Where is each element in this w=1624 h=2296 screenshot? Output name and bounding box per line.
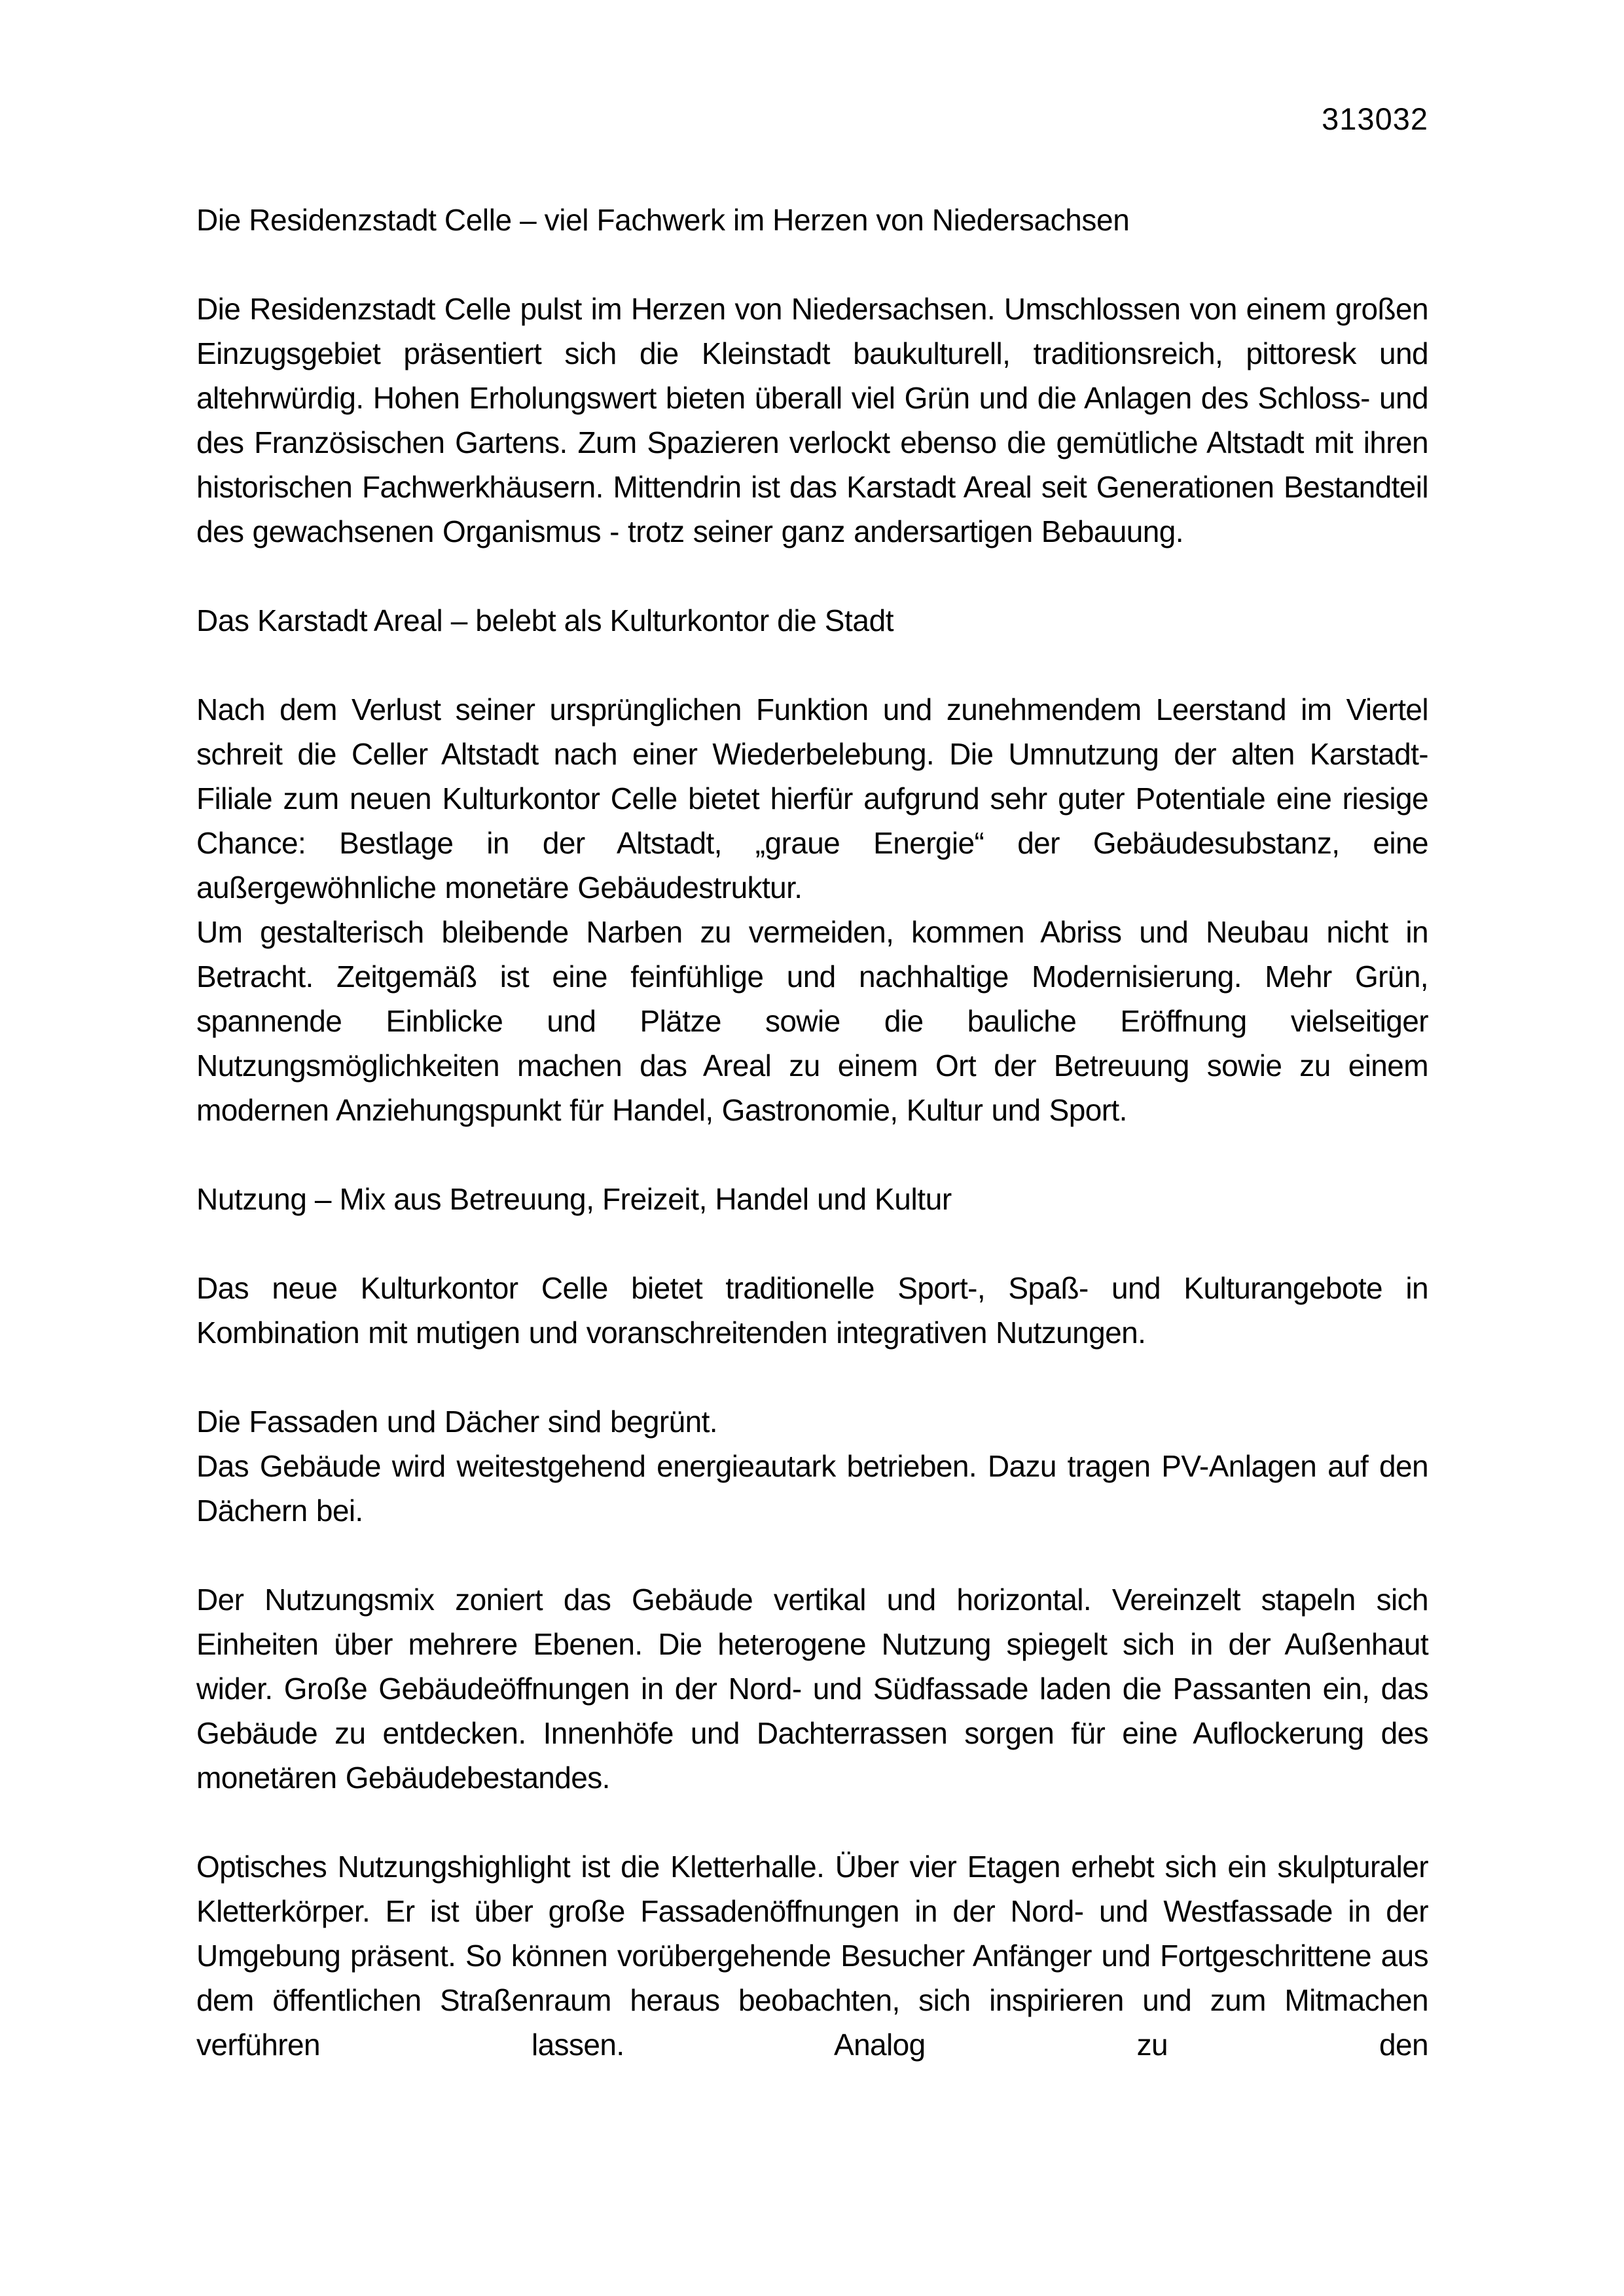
body-paragraph: Das Gebäude wird weitestgehend energieautark betrieben. Dazu tragen PV-Anlagen auf den Dächern bei. [196,1449,1428,1528]
section-heading: Das Karstadt Areal – belebt als Kulturkontor die Stadt [196,603,894,637]
body-paragraph: Um gestalterisch bleibende Narben zu vermeiden, kommen Abriss und Neubau nicht in Betracht. Zeitgemäß ist eine feinfühlige und nachhaltige Modernisierung. Mehr Grün, spannende Einblicke und Plätze sowie die bauliche Eröffnung vielseitiger Nutzungsmöglichkeiten machen das Areal zu einem Ort der Betreuung sowie zu einem modernen Anziehungspunkt für Handel, Gastronomie, Kultur und Sport. [196,915,1428,1127]
document-body [196,198,1428,2067]
section-residenzstadt-celle [196,198,1428,598]
body-paragraph: Optisches Nutzungshighlight ist die Kletterhalle. Über vier Etagen erhebt sich ein skulpturaler Kletterkörper. Er ist über große Fassadenöffnungen in der Nord- und Westfassade in der Umgebung präsent. So können vorübergehende Besucher Anfänger und Fortgeschrittene aus dem öffentlichen Straßenraum heraus beobachten, sich inspirieren und zum Mitmachen verführen lassen. Analog zu den [196,1850,1428,2062]
section-karstadt-areal [196,598,1428,1177]
body-paragraph: Der Nutzungsmix zoniert das Gebäude vertikal und horizontal. Vereinzelt stapeln sich Einheiten über mehrere Ebenen. Die heterogene Nutzung spiegelt sich in der Außenhaut wider. Große Gebäudeöffnungen in der Nord- und Südfassade laden die Passanten ein, das Gebäude zu entdecken. Innenhöfe und Dachterrassen sorgen für eine Auflockerung des monetären Gebäudebestandes. [196,1583,1428,1795]
page-number: 313032 [1322,101,1428,136]
section-heading: Nutzung – Mix aus Betreuung, Freizeit, Handel und Kultur [196,1182,952,1216]
body-paragraph: Die Residenzstadt Celle pulst im Herzen von Niedersachsen. Umschlossen von einem großen Einzugsgebiet präsentiert sich die Kleinstadt baukulturell, traditionsreich, pittoresk und altehrwürdig. Hohen Erholungswert bieten überall viel Grün und die Anlagen des Schloss- und des Französischen Gartens. Zum Spazieren verlockt ebenso die gemütliche Altstadt mit ihren historischen Fachwerkhäusern. Mittendrin ist das Karstadt Areal seit Generationen Bestandteil des gewachsenen Organismus - trotz seiner ganz andersartigen Bebauung. [196,292,1428,548]
section-heading: Die Residenzstadt Celle – viel Fachwerk im Herzen von Niedersachsen [196,203,1130,237]
body-paragraph: Nach dem Verlust seiner ursprünglichen Funktion und zunehmendem Leerstand im Viertel schreit die Celler Altstadt nach einer Wiederbelebung. Die Umnutzung der alten Karstadt- Filiale zum neuen Kulturkontor Celle bietet hierfür aufgrund sehr guter Potentiale eine riesige Chance: Bestlage in der Altstadt, „graue Energie“ der Gebäudesubstanz, eine außergewöhnliche monetäre Gebäudestruktur. [196,692,1428,905]
document-page [196,0,1428,2296]
body-paragraph: Die Fassaden und Dächer sind begrünt. [196,1405,717,1439]
body-paragraph: Das neue Kulturkontor Celle bietet traditionelle Sport-, Spaß- und Kulturangebote in Kombination mit mutigen und voranschreitenden integrativen Nutzungen. [196,1271,1428,1350]
section-nutzung [196,1177,1428,2067]
